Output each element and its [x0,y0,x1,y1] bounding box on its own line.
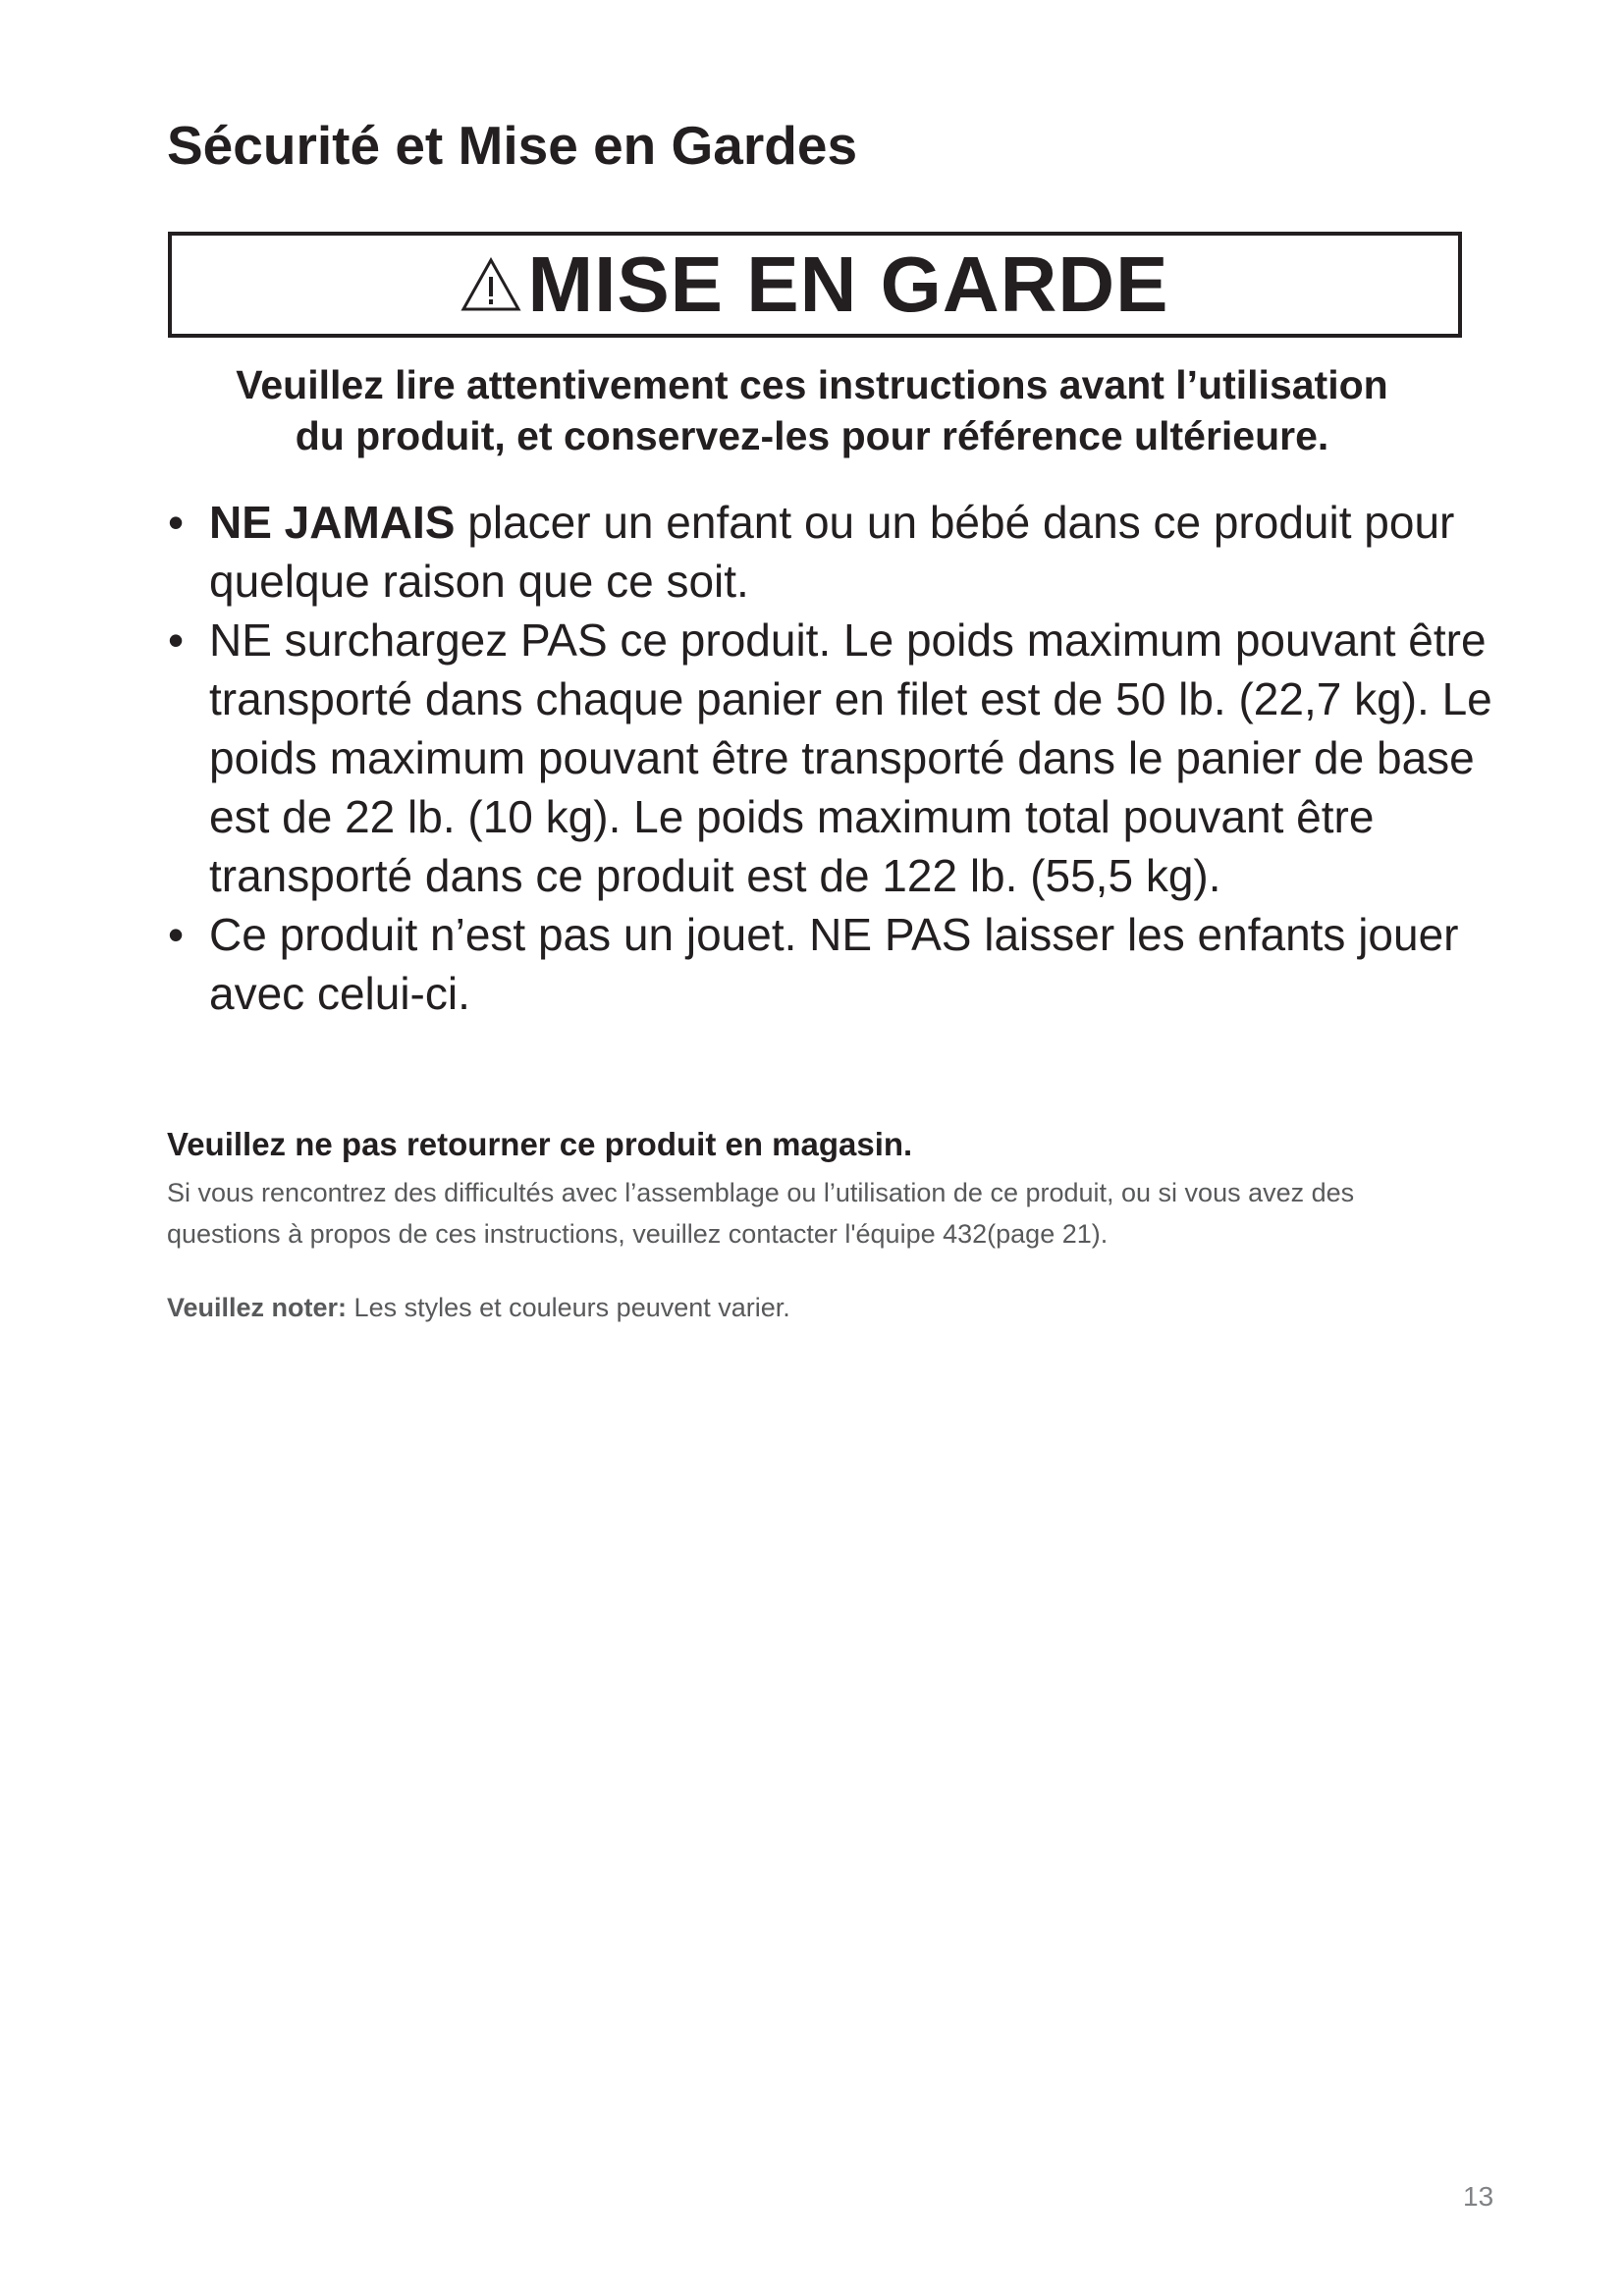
return-notice-heading: Veuillez ne pas retourner ce produit en magasin. [167,1126,913,1162]
bullet: • [168,614,185,666]
return-notice-body: Si vous rencontrez des difficultés avec l’assemblage ou l’utilisation de ce produit, ou si vous avez des questions à propos de ces instructions, veuillez contacter l'équipe 432(page 21). [167,1178,1355,1249]
warning-box [168,232,1462,338]
bullet: • [168,497,185,548]
warning-item-text: NE surchargez PAS ce produit. Le poids maximum pouvant être transporté dans chaque panier en filet est de 50 lb. (22,7 kg). Le poids maximum pouvant être transporté dans le panier de base est de 22 lb. (10 kg). Le poids maximum total pouvant être transporté dans ce produit est de 122 lb. (55,5 kg). [209,614,1492,901]
read-instructions-line-1: Veuillez lire attentivement ces instructions avant l’utilisation [236,362,1388,407]
warning-item-emphasis: NE JAMAIS [209,497,456,548]
warning-item [162,905,1507,1023]
note [167,1288,790,1327]
note-text: Les styles et couleurs peuvent varier. [347,1293,790,1322]
page-title: Sécurité et Mise en Gardes [167,115,858,176]
read-instructions-line-2: du produit, et conservez-les pour référence ultérieure. [295,413,1329,458]
bullet: • [168,909,185,960]
warning-list [162,493,1507,1023]
note-label: Veuillez noter: [167,1293,348,1322]
page-number: 13 [1463,2181,1494,2212]
warning-item [162,493,1507,611]
warning-title [460,240,1169,328]
read-instructions-notice [118,359,1506,461]
warning-item-text: placer un enfant ou un bébé dans ce produit pour quelque raison que ce soit. [209,497,1455,607]
warning-item [162,611,1507,905]
warning-triangle-icon [460,257,521,312]
warning-label: MISE EN GARDE [527,240,1169,328]
warning-item-text: Ce produit n’est pas un jouet. NE PAS laisser les enfants jouer avec celui-ci. [209,909,1459,1019]
